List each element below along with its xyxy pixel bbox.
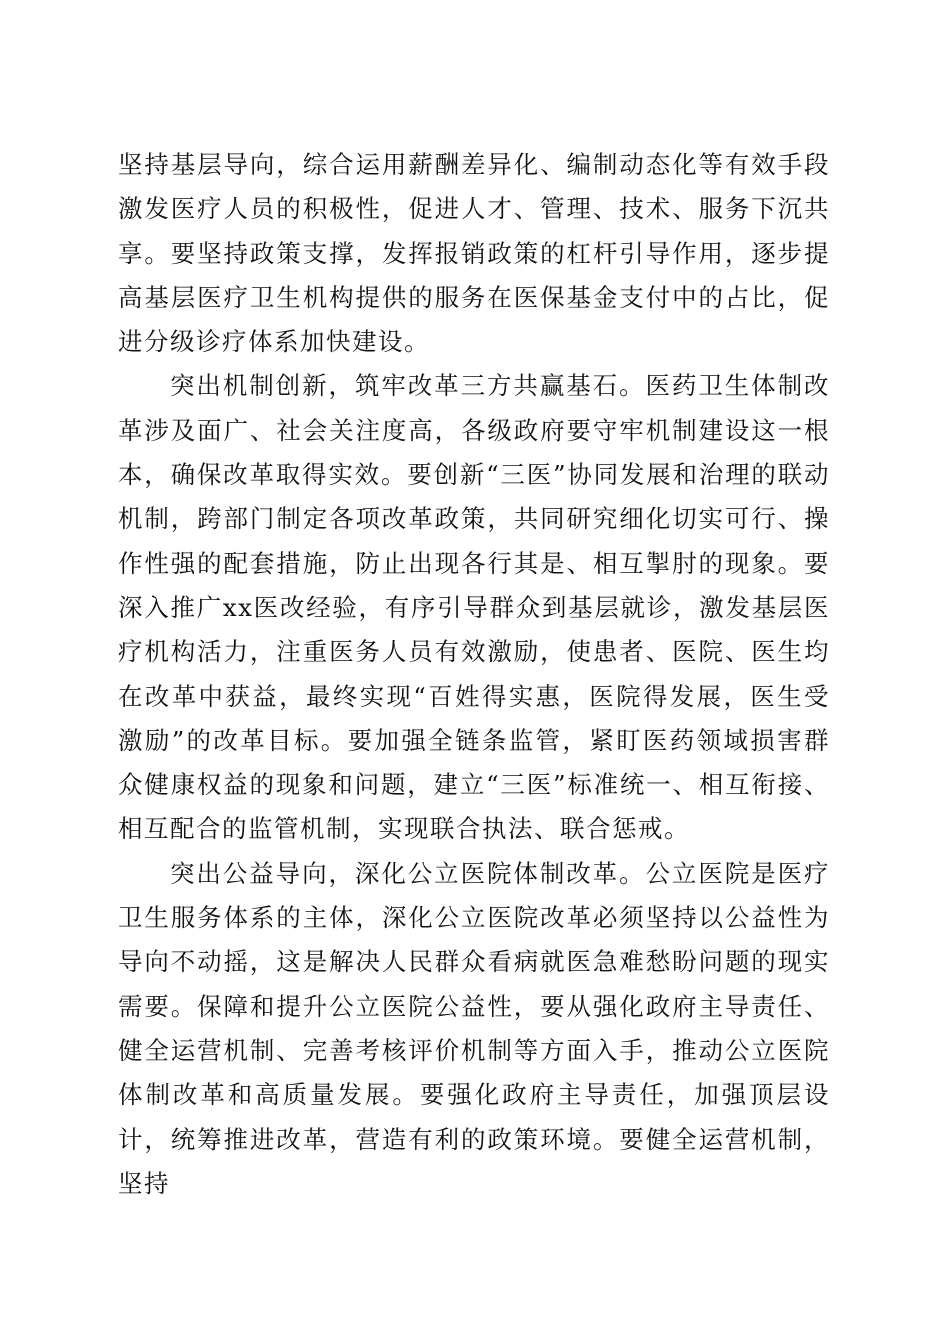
paragraph-public-welfare: 突出公益导向，深化公立医院体制改革。公立医院是医疗卫生服务体系的主体，深化公立医院改革必须坚持以公益性为导向不动摇，这是解决人民群众看病就医急难愁盼问题的现实需要。保障和提升公立医院公益性，要从强化政府主导责任、健全运营机制、完善考核评价机制等方面入手，推动公立医院体制改革和高质量发展。要强化政府主导责任，加强顶层设计，统筹推进改革，营造有利的政策环境。要健全运营机制，坚持 [118, 858, 830, 1198]
paragraph-mechanism-innovation: 突出机制创新，筑牢改革三方共赢基石。医药卫生体制改革涉及面广、社会关注度高，各级政府要守牢机制建设这一根本，确保改革取得实效。要创新“三医”协同发展和治理的联动机制，跨部门制定各项改革政策，共同研究细化切实可行、操作性强的配套措施，防止出现各行其是、相互掣肘的现象。要深入推广xx医改经验，有序引导群众到基层就诊，激发基层医疗机构活力，注重医务人员有效激励，使患者、医院、医生均在改革中获益，最终实现“百姓得实惠，医院得发展，医生受激励”的改革目标。要加强全链条监管，紧盯医药领域损害群众健康权益的现象和问题，建立“三医”标准统一、相互衔接、相互配合的监管机制，实现联合执法、联合惩戒。 [118, 371, 830, 844]
paragraph-continuation: 坚持基层导向，综合运用薪酬差异化、编制动态化等有效手段激发医疗人员的积极性，促进人才、管理、技术、服务下沉共享。要坚持政策支撑，发挥报销政策的杠杆引导作用，逐步提高基层医疗卫生机构提供的服务在医保基金支付中的占比，促进分级诊疗体系加快建设。 [118, 150, 830, 357]
body-text [118, 143, 830, 1206]
